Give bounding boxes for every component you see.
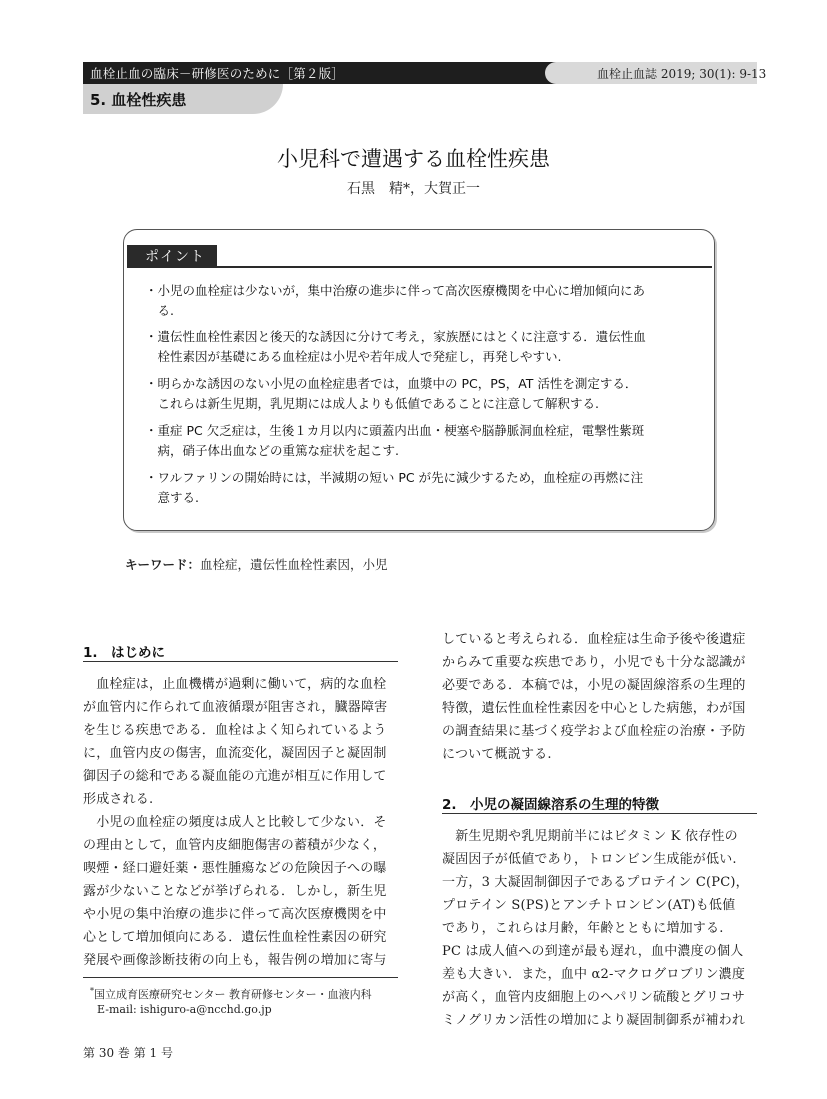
body-line: 一方，3 大凝固制御因子であるプロテイン C(PC)， [442,875,749,890]
body-line: であり，これらは月齢，年齢とともに増加する. [442,921,724,936]
citation-tab [545,62,767,84]
body-line: について概説する. [442,747,552,762]
keywords-text: 血栓症，遺伝性血栓性素因，小児 [200,557,388,572]
body-line: に，血管内皮の傷害，血流変化，凝固因子と凝固制 [83,746,387,761]
body-line: 形成される. [83,792,154,807]
point-line: ・遺伝性血栓性素因と後天的な誘因に分けて考え，家族歴にはとくに注意する．遺伝性血 [145,329,646,344]
body-line: 新生児期や乳児期前半にはビタミン K 依存性の [442,829,738,844]
section-1-heading: 1. はじめに [83,645,166,661]
body-line: 喫煙・経口避妊薬・悪性腫瘍などの危険因子への曝 [83,861,387,876]
point-line: ・明らかな誘因のない小児の血栓症患者では，血漿中の PC，PS，AT 活性を測定する． [145,376,638,391]
footnote-affiliation [90,986,372,1002]
body-line: 差も大きい．また，血中 α2-マクログロブリン濃度 [442,967,746,982]
point-line: る. [145,303,174,318]
article-authors: 石黒 精*，大賀正一 [347,181,480,197]
point-line: 病，硝子体出血などの重篤な症状を起こす. [145,443,399,458]
footnote-email: E-mail: ishiguro-a@ncchd.go.jp [97,1003,272,1016]
body-line: 御因子の総和である凝血能の亢進が相互に作用して [83,769,387,784]
body-line: 発展や画像診断技術の向上も，報告例の増加に寄与 [83,953,387,968]
keywords-label: キーワード： [125,557,201,572]
keywords [125,555,388,573]
body-line: PC は成人値への到達が最も遅れ，血中濃度の個人 [442,944,744,959]
point-line: これらは新生児期，乳児期には成人よりも低値であることに注意して解釈する. [145,396,599,411]
section-label: 5. 血栓性疾患 [90,91,187,109]
section-2-heading: 2. 小児の凝固線溶系の生理的特徴 [442,797,660,813]
body-line: 心として増加傾向にある．遺伝性血栓性素因の研究 [83,930,387,945]
journal-series-title: 血栓止血の臨床－研修医のために［第２版］ [90,66,345,81]
point-label: ポイント [145,249,205,265]
journal-citation: 血栓止血誌 2019; 30(1): 9-13 [597,67,767,81]
body-line: が高く，血管内皮細胞上のヘパリン硫酸とグリコサ [442,990,746,1005]
body-line: 凝固因子が低値であり，トロンビン生成能が低い. [442,852,737,867]
body-line: 特徴，遺伝性血栓性素因を中心とした病態，わが国 [442,701,746,716]
body-line: 露が少ないことなどが挙げられる．しかし，新生児 [83,884,387,899]
footnote-rule [83,977,398,978]
body-line: プロテイン S(PS)とアンチトロンビン(AT)も低値 [442,898,736,913]
point-line: ・ワルファリンの開始時には，半減期の短い PC が先に減少するため，血栓症の再燃に注 [145,470,644,485]
body-line: が血管内に作られて血液循環が阻害され，臓器障害 [83,700,388,715]
body-line: 血栓症は，止血機構が過剰に働いて，病的な血栓 [83,677,387,692]
body-line: の理由として，血管内皮細胞傷害の蓄積が少なく， [83,838,387,853]
page-footer: 第 30 巻 第 1 号 [83,1046,173,1060]
point-line: ・小児の血栓症は少ないが，集中治療の進歩に伴って高次医療機関を中心に増加傾向にあ [145,283,646,298]
section-1-rule [83,661,398,662]
point-underline [127,266,712,268]
footnote-mark: * [90,986,94,996]
body-line: 必要である．本稿では，小児の凝固線溶系の生理的 [442,678,746,693]
article-title: 小児科で遭遇する血栓性疾患 [277,147,550,171]
body-line: の調査結果に基づく疫学および血栓症の治療・予防 [442,724,746,739]
body-line: 小児の血栓症の頻度は成人と比較して少ない．そ [83,815,387,830]
section-2-rule [442,813,757,814]
point-line: 栓性素因が基礎にある血栓症は小児や若年成人で発症し，再発しやすい. [145,349,562,364]
point-tag [127,245,217,267]
body-line: や小児の集中治療の進歩に伴って高次医療機関を中 [83,907,387,922]
body-line: からみて重要な疾患であり，小児でも十分な認識が [442,655,746,670]
footnote-affiliation-text: 国立成育医療研究センター 教育研修センター・血液内科 [94,988,372,1001]
body-line: を生じる疾患である．血栓はよく知られているよう [83,723,387,738]
point-line: ・重症 PC 欠乏症は，生後１カ月以内に頭蓋内出血・梗塞や脳静脈洞血栓症，電撃性紫斑 [145,423,645,438]
point-line: 意する. [145,490,199,505]
body-line: していると考えられる．血栓症は生命予後や後遺症 [442,632,746,647]
body-line: ミノグリカン活性の増加により凝固制御系が補われ [442,1013,746,1028]
